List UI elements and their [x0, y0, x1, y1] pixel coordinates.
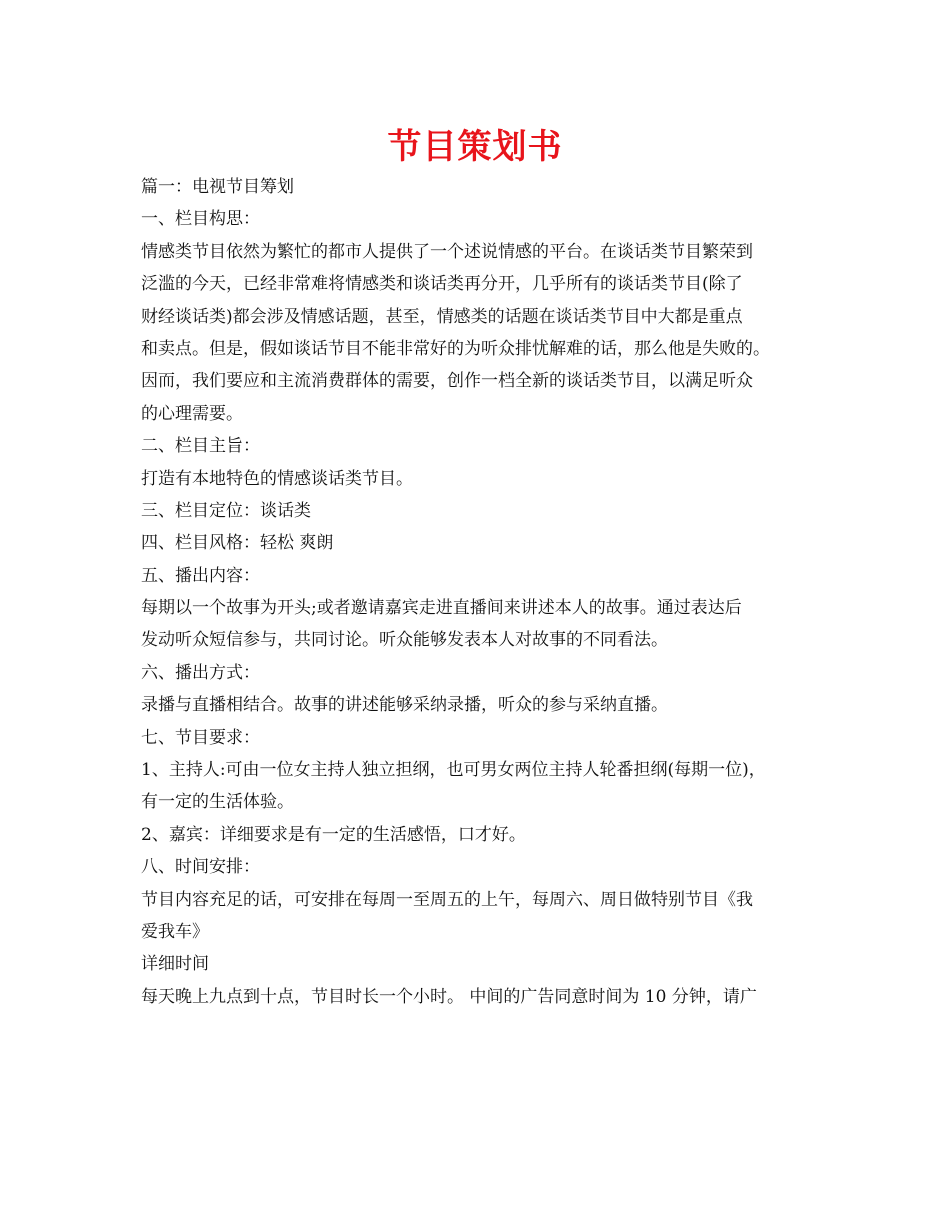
- body-line: 六、播出方式：: [141, 662, 260, 683]
- body-line: 五、播出内容：: [141, 565, 260, 586]
- body-line: 因而，我们要应和主流消费群体的需要，创作一档全新的谈话类节目，以满足听众: [141, 371, 753, 392]
- body-line: 录播与直播相结合。故事的讲述能够采纳录播，听众的参与采纳直播。: [141, 695, 668, 716]
- body-line: 四、栏目风格：轻松 爽朗: [141, 533, 334, 554]
- body-line: 泛滥的今天，已经非常难将情感类和谈话类再分开，几乎所有的谈话类节目(除了: [141, 274, 743, 295]
- body-line: 2、嘉宾：详细要求是有一定的生活感悟，口才好。: [141, 824, 526, 845]
- body-line: 1、主持人:可由一位女主持人独立担纲，也可男女两位主持人轮番担纲(每期一位)，: [141, 760, 766, 781]
- body-line: 和卖点。但是，假如谈话节目不能非常好的为听众排忧解难的话，那么他是失败的。: [141, 338, 770, 359]
- body-line: 情感类节目依然为繁忙的都市人提供了一个述说情感的平台。在谈话类节目繁荣到: [141, 241, 753, 262]
- body-line: 有一定的生活体验。: [141, 792, 294, 813]
- body-line: 篇一：电视节目筹划: [141, 177, 294, 197]
- body-line: 爱我车》: [141, 921, 209, 942]
- body-line: 财经谈话类)都会涉及情感话题，甚至，情感类的话题在谈话类节目中大都是重点: [141, 306, 743, 327]
- body-line: 每期以一个故事为开头;或者邀请嘉宾走进直播间来讲述本人的故事。通过表达后: [141, 598, 742, 619]
- body-line: 发动听众短信参与，共同讨论。听众能够发表本人对故事的不同看法。: [141, 630, 668, 651]
- body-line: 详细时间: [141, 954, 209, 975]
- body-line: 三、栏目定位：谈话类: [141, 500, 311, 521]
- body-line: 的心理需要。: [141, 403, 243, 424]
- body-line: 七、节目要求：: [141, 727, 260, 748]
- body-line: 节目内容充足的话，可安排在每周一至周五的上午，每周六、周日做特别节目《我: [141, 889, 753, 910]
- body-line: 每天晚上九点到十点，节目时长一个小时。 中间的广告同意时间为 10 分钟，请广: [141, 986, 757, 1007]
- body-line: 八、时间安排：: [141, 857, 260, 878]
- document-title: 节目策划书: [387, 127, 563, 167]
- body-line: 打造有本地特色的情感谈话类节目。: [141, 468, 413, 489]
- document-body: [141, 171, 841, 1013]
- body-line: 一、栏目构思：: [141, 209, 260, 230]
- body-line: 二、栏目主旨：: [141, 436, 260, 457]
